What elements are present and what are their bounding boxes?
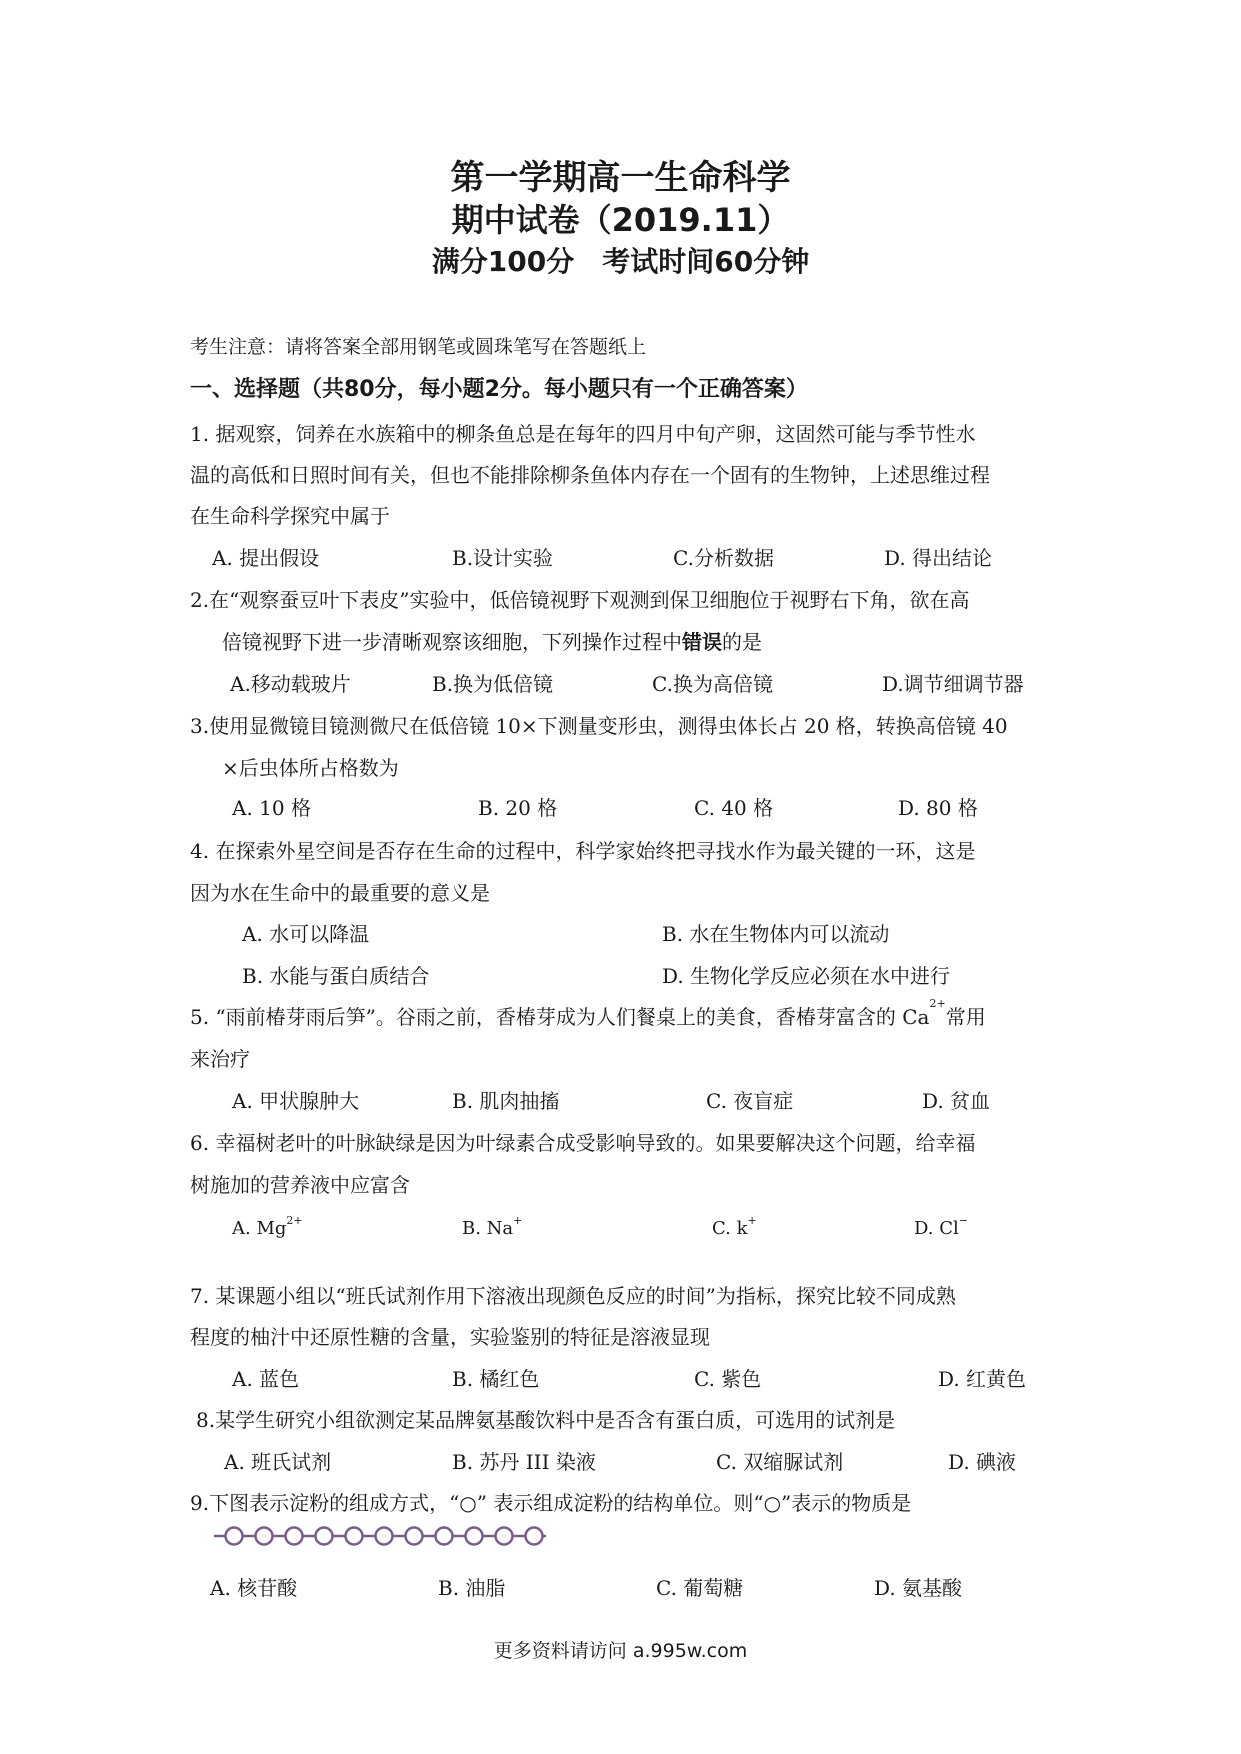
section-title: 一、选择题（共80分，每小题2分。每小题只有一个正确答案） <box>190 377 808 402</box>
option-c: B. 水能与蛋白质结合 <box>242 964 430 988</box>
option-c: C. k+ <box>712 1214 757 1239</box>
option-c: C.分析数据 <box>673 546 774 570</box>
question-text-line: 9.下图表示淀粉的组成方式，“○” 表示组成淀粉的结构单位。则“○”表示的物质是 <box>190 1491 912 1515</box>
option-a: A. 核苷酸 <box>210 1576 298 1600</box>
option-c: C. 葡萄糖 <box>656 1576 744 1600</box>
question-text-line: 来治疗 <box>190 1047 250 1071</box>
option-c: C. 40 格 <box>694 796 774 820</box>
option-b: B.换为低倍镜 <box>432 672 554 696</box>
question-text-segment: 倍镜视野下进一步清晰观察该细胞，下列操作过程中 <box>222 630 682 654</box>
option-a: A. 班氏试剂 <box>224 1450 332 1474</box>
option-c: C.换为高倍镜 <box>652 672 773 696</box>
footer-link[interactable]: 更多资料请访问 a.995w.com <box>493 1640 748 1662</box>
question-text-line: 程度的柚汁中还原性糖的含量，实验鉴别的特征是溶液显现 <box>190 1325 710 1349</box>
starch-chain-diagram <box>212 1524 548 1548</box>
exam-meta: 满分100分 考试时间60分钟 <box>431 245 810 278</box>
option-a: A. $Mg^{2+}$ <box>232 1214 303 1239</box>
question-text-line: 4. 在探索外星空间是否存在生命的过程中，科学家始终把寻找水作为最关键的一环，这是 <box>190 839 976 863</box>
option-d: D.调节细调节器 <box>882 672 1024 696</box>
exam-notice: 考生注意：请将答案全部用钢笔或圆珠笔写在答题纸上 <box>190 336 647 358</box>
question-text-line: 2.在“观察蚕豆叶下表皮”实验中，低倍镜视野下观测到保卫细胞位于视野右下角，欲在高 <box>190 588 970 612</box>
option-d: D. 贫血 <box>922 1089 991 1113</box>
option-b: B. Na+ <box>462 1214 523 1239</box>
option-b: B. 油脂 <box>438 1576 506 1600</box>
option-d: D. 得出结论 <box>884 546 993 570</box>
option-d: D. 生物化学反应必须在水中进行 <box>662 964 951 988</box>
option-a: A. 水可以降温 <box>242 922 370 946</box>
option-d: D. 碘液 <box>948 1450 1017 1474</box>
question-text-line: 因为水在生命中的最重要的意义是 <box>190 881 490 905</box>
option-d: D. Cl− <box>914 1214 968 1239</box>
question-text-line: 7. 某课题小组以“班氏试剂作用下溶液出现颜色反应的时间”为指标，探究比较不同成熟 <box>190 1284 956 1308</box>
question-text-line: 3.使用显微镜目镜测微尺在低倍镜 10×下测量变形虫，测得虫体长占 20 格，转换高倍镜 40 <box>190 714 1008 738</box>
option-b: B. 苏丹 III 染液 <box>452 1450 596 1474</box>
question-text-line: 6. 幸福树老叶的叶脉缺绿是因为叶绿素合成受影响导致的。如果要解决这个问题，给幸福 <box>190 1131 976 1155</box>
ion-charge: 2+ <box>929 997 946 1010</box>
question-text-line: 在生命科学探究中属于 <box>190 504 390 528</box>
question-text-segment: 的是 <box>722 630 762 654</box>
question-text-line: ×后虫体所占格数为 <box>222 756 399 780</box>
option-b: B. 20 格 <box>478 796 558 820</box>
option-a: A. 10 格 <box>232 796 311 820</box>
question-text-line: 1. 据观察，饲养在水族箱中的柳条鱼总是在每年的四月中旬产卵，这固然可能与季节性水 <box>190 422 976 446</box>
option-a: A.移动载玻片 <box>230 672 351 696</box>
option-c: C. 紫色 <box>694 1367 762 1391</box>
option-a: A. 蓝色 <box>232 1367 300 1391</box>
page-subtitle: 期中试卷（2019.11） <box>451 201 790 239</box>
question-text-line <box>190 997 986 1030</box>
question-text-line: 温的高低和日照时间有关，但也不能排除柳条鱼体内存在一个固有的生物钟，上述思维过程 <box>190 463 990 487</box>
page-title: 第一学期高一生命科学 <box>450 158 791 198</box>
option-b: B. 水在生物体内可以流动 <box>662 922 890 946</box>
question-text-line: 8.某学生研究小组欲测定某品牌氨基酸饮料中是否含有蛋白质，可选用的试剂是 <box>196 1408 896 1432</box>
option-b: B. 橘红色 <box>452 1367 540 1391</box>
emphasis-text: 错误 <box>682 630 722 654</box>
option-a: A. 甲状腺肿大 <box>232 1089 360 1113</box>
question-text-segment: 常用 <box>945 1005 986 1029</box>
option-b: B. 肌肉抽搐 <box>452 1089 560 1113</box>
option-c: C. 双缩脲试剂 <box>716 1450 844 1474</box>
option-d: D. 80 格 <box>898 796 978 820</box>
question-text-line <box>222 626 762 655</box>
option-d: D. 氨基酸 <box>874 1576 963 1600</box>
option-d: D. 红黄色 <box>938 1367 1027 1391</box>
option-a: A. 提出假设 <box>212 546 320 570</box>
option-b: B.设计实验 <box>452 546 554 570</box>
option-c: C. 夜盲症 <box>706 1089 794 1113</box>
question-text-line: 树施加的营养液中应富含 <box>190 1173 410 1197</box>
question-text-segment: 5. “雨前椿芽雨后笋”。谷雨之前，香椿芽成为人们餐桌上的美食，香椿芽富含的 Ca <box>190 1005 930 1029</box>
